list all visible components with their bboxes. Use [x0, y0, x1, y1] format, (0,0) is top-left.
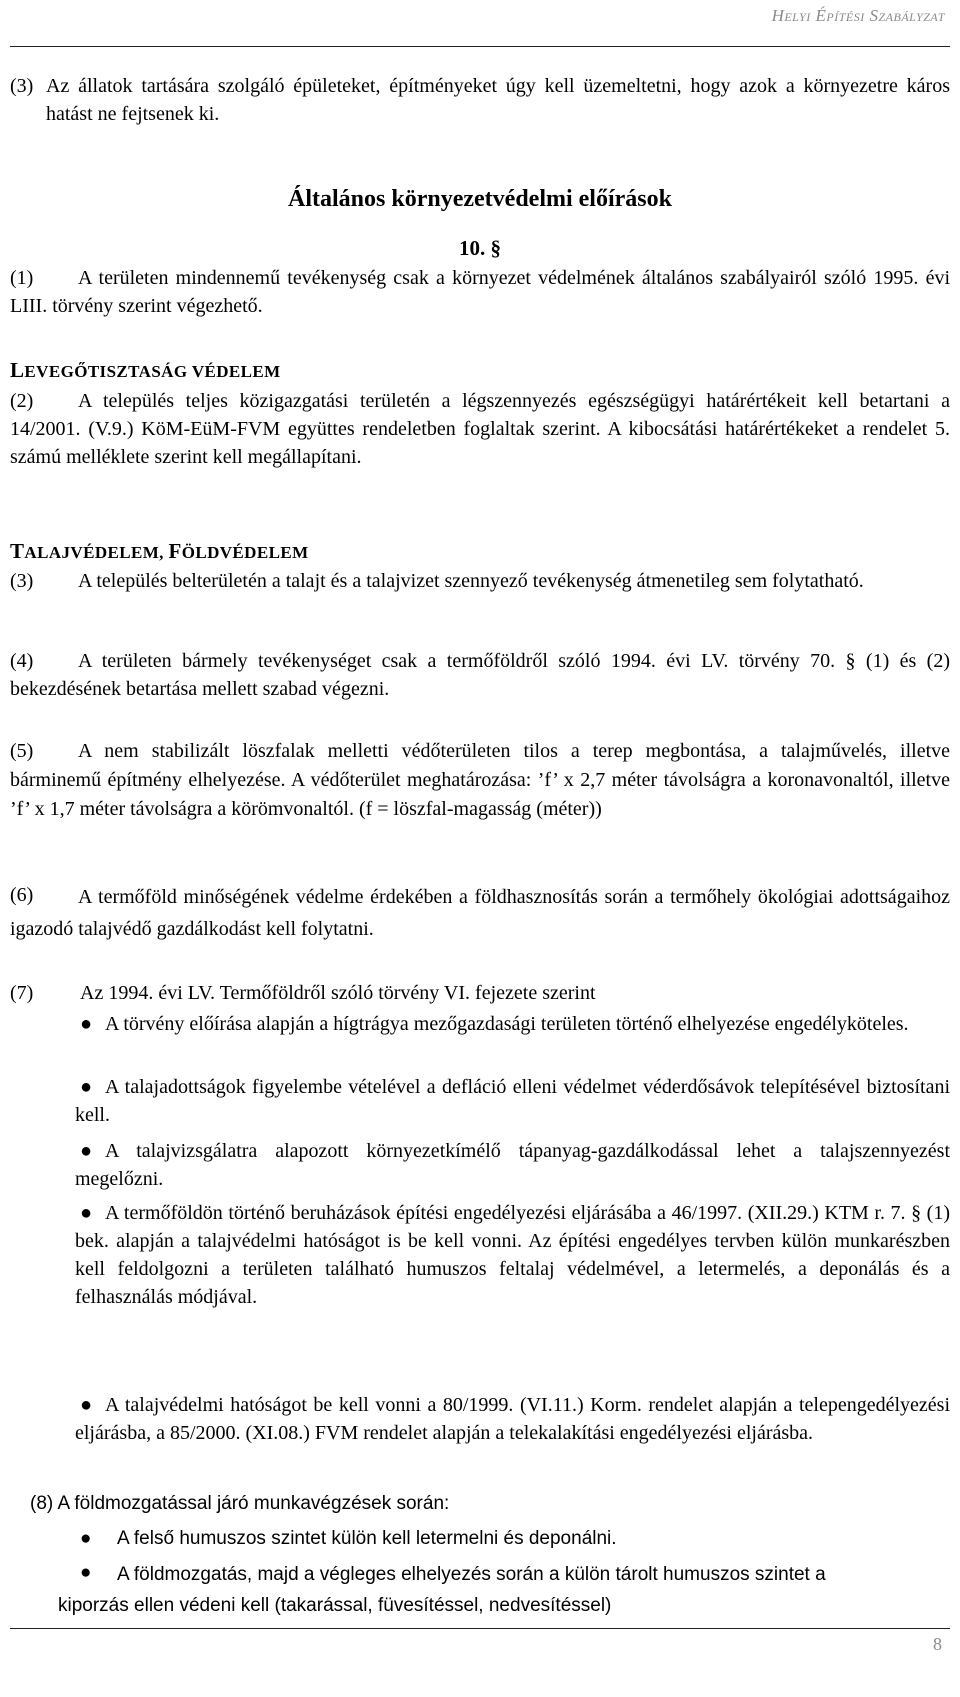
- bullet-icon: ●: [80, 1076, 93, 1098]
- bullet-icon: ●: [80, 1140, 93, 1162]
- running-header: Helyi Építési Szabályzat: [771, 6, 945, 25]
- paragraph-text: Az állatok tartására szolgáló épületeket, építményeket úgy kell üzemeltetni, hogy azok a környezetre káros hatást ne fejtsenek ki.: [46, 75, 950, 125]
- subheading-air-quality: LEVEGŐTISZTASÁG VÉDELEM: [10, 358, 281, 382]
- subheading-soil-protection: TALAJVÉDELEM, FÖLDVÉDELEM: [10, 539, 309, 563]
- paragraph-text: A település teljes közigazgatási területén a légszennyezés egészségügyi határértékeit kell betartani a 14/2001. (V.9.) KöM-EüM-FVM együttes rendeletben foglaltak szerint. A kibocsátási határértékeket a rendelet 5. számú melléklete szerint kell megállapítani.: [10, 390, 950, 468]
- paragraph-text: A földmozgatással járó munkavégzések során:: [57, 1493, 450, 1514]
- paragraph-6: [10, 881, 950, 945]
- paragraph-4: [10, 647, 950, 703]
- paragraph-number: (4): [10, 650, 34, 672]
- list-item: ● A termőföldön történő beruházások építési engedélyezési eljárásába a 46/1997. (XII.29.) KTM r. 7. § (1) bek. alapján a talajvédelmi hatóságot is be kell vonni. Az építési engedélyes tervben külön munkarészben kell feldolgozni a területen található humuszos feltalaj védelmével, a letermelés, a deponálás és a felhasználás módjával.: [75, 1199, 950, 1311]
- paragraph-3-animal-buildings: [10, 72, 950, 128]
- paragraph-number: (6): [10, 884, 34, 906]
- paragraph-number: (5): [10, 740, 34, 762]
- paragraph-number: (8): [30, 1493, 54, 1514]
- bullet-icon: ●: [80, 1013, 93, 1035]
- paragraph-7: [10, 979, 950, 1007]
- paragraph-2: [10, 387, 950, 471]
- paragraph-1: [10, 264, 950, 320]
- paragraph-8: [30, 1490, 930, 1518]
- bullet-icon: ●: [80, 1202, 93, 1224]
- paragraph-number: (3): [10, 570, 34, 592]
- paragraph-text: A termőföld minőségének védelme érdekében a földhasznosítás során a termőhely ökológiai adottságaihoz igazodó talajvédő gazdálkodást kell folytatni.: [10, 886, 950, 940]
- header-rule: [10, 46, 950, 47]
- paragraph-text: A nem stabilizált löszfalak melletti védőterületen tilos a terep megbontása, a talajművelés, illetve bárminemű építmény elhelyezése. A védőterület meghatározása: ’f’ x 2,7 méter távolságra a koronavonaltól, illetve ’f’ x 1,7 méter távolságra a körömvonaltól. (f = löszfal-magasság (méter)): [10, 740, 950, 820]
- paragraph-3: [10, 567, 950, 595]
- section-number: 10. §: [459, 236, 501, 260]
- bullet-icon: ●: [80, 1562, 92, 1583]
- list-item: ● A törvény előírása alapján a hígtrágya mezőgazdasági területen történő elhelyezése engedélyköteles.: [75, 1010, 950, 1038]
- paragraph-number: (2): [10, 390, 34, 412]
- paragraph-number: (7): [10, 982, 34, 1004]
- bullet-icon: ●: [80, 1528, 92, 1549]
- paragraph-text: A területen mindennemű tevékenység csak a környezet védelmének általános szabályairól szóló 1995. évi LIII. törvény szerint végezhető.: [10, 267, 950, 317]
- paragraph-number: (3): [10, 75, 34, 97]
- list-item: ● A talajvédelmi hatóságot be kell vonni a 80/1999. (VI.11.) Korm. rendelet alapján a telepengedélyezési eljárásba, a 85/2000. (XI.08.) FVM rendelet alapján a telekalakítási engedélyezési eljárásba.: [75, 1391, 950, 1447]
- paragraph-5: [10, 737, 950, 824]
- paragraph-text: A területen bármely tevékenységet csak a termőföldről szóló 1994. évi LV. törvény 70. § (1) és (2) bekezdésének betartása mellett szabad végezni.: [10, 650, 950, 700]
- list-item: ● A talajadottságok figyelembe vételével a defláció elleni védelmet véderdősávok telepítésével biztosítani kell.: [75, 1073, 950, 1129]
- bullet-icon: ●: [80, 1394, 93, 1416]
- footer-rule: [10, 1628, 950, 1629]
- list-item: ● A földmozgatás, majd a végleges elhelyezés során a külön tárolt humuszos szintet a kiporzás ellen védeni kell (takarással, füvesítéssel, nedvesítéssel): [58, 1559, 878, 1621]
- list-item: ● A talajvizsgálatra alapozott környezetkímélő tápanyag-gazdálkodással lehet a talajszennyezést megelőzni.: [75, 1137, 950, 1193]
- paragraph-text: A település belterületén a talajt és a talajvizet szennyező tevékenység átmenetileg sem folytatható.: [78, 570, 864, 592]
- paragraph-number: (1): [10, 267, 34, 289]
- paragraph-text: Az 1994. évi LV. Termőföldről szóló törvény VI. fejezete szerint: [80, 982, 596, 1004]
- list-item: ● A felső humuszos szintet külön kell letermelni és deponálni.: [75, 1525, 875, 1553]
- section-title: Általános környezetvédelmi előírások: [288, 186, 672, 212]
- page-number: 8: [933, 1634, 942, 1654]
